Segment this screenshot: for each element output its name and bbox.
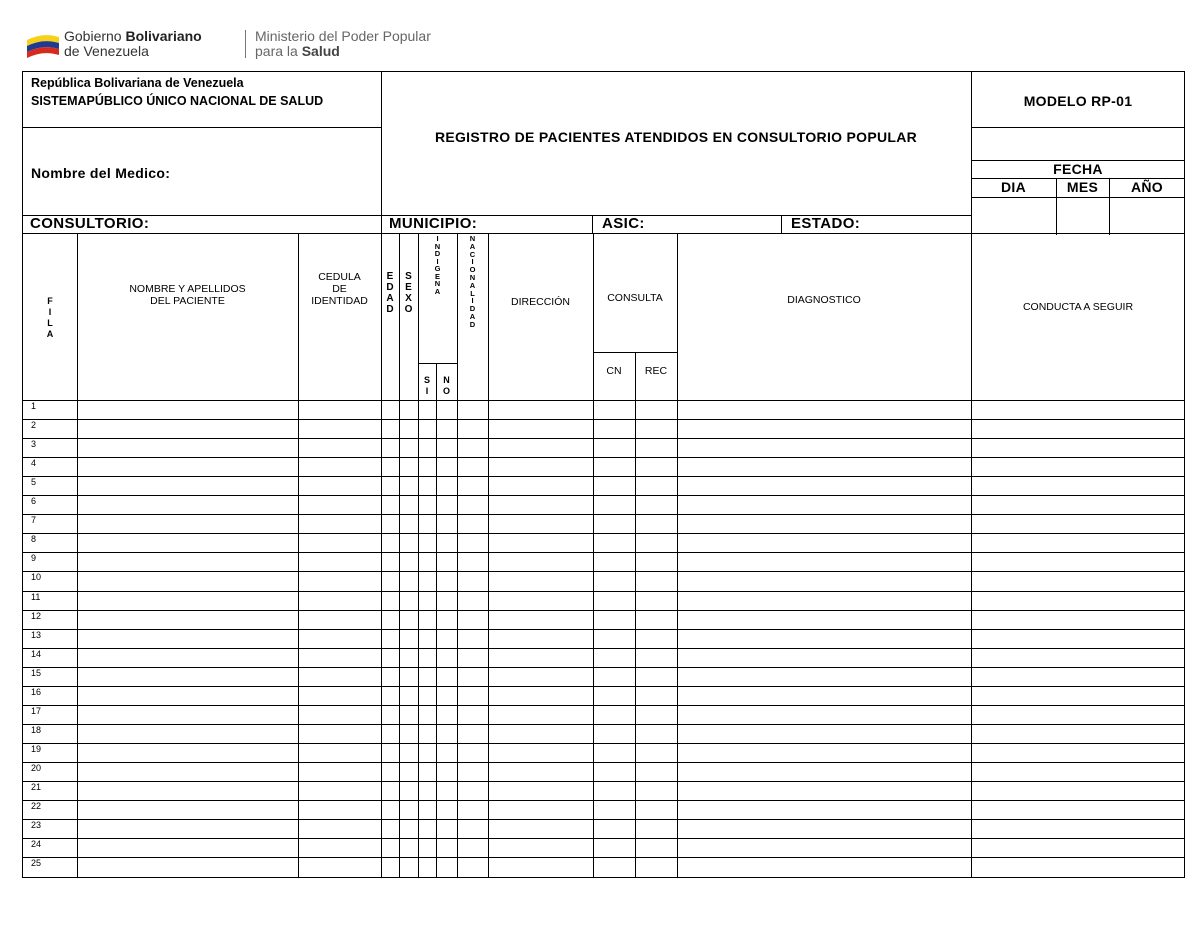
table-row-number: 19 bbox=[31, 743, 42, 754]
ministerio-text: Ministerio del Poder Popular para la Salud bbox=[255, 28, 431, 59]
dia-label: DIA bbox=[1000, 179, 1026, 195]
row-divider bbox=[22, 552, 1185, 553]
row-divider bbox=[22, 838, 1185, 839]
row-divider bbox=[22, 629, 1185, 630]
fecha-label: FECHA bbox=[1053, 161, 1103, 177]
row-divider bbox=[22, 781, 1185, 782]
table-row-number: 7 bbox=[31, 515, 37, 526]
row-divider bbox=[22, 457, 1185, 458]
nacionalidad-header: N A C I O N A L I D A D bbox=[469, 234, 476, 329]
sexo-header: S E X O bbox=[404, 271, 413, 315]
edad-header: E D A D bbox=[386, 271, 394, 315]
table-row-number: 11 bbox=[31, 591, 41, 602]
row-divider bbox=[22, 857, 1185, 858]
estado-label: ESTADO: bbox=[791, 215, 861, 232]
table-row-number: 1 bbox=[31, 401, 37, 411]
row-divider bbox=[22, 724, 1185, 725]
table-row-number: 18 bbox=[31, 724, 42, 735]
row-divider bbox=[22, 571, 1185, 572]
table-row-number: 17 bbox=[31, 705, 42, 716]
fila-header: F I L A bbox=[46, 296, 54, 339]
indigena-si-header: S I bbox=[423, 375, 430, 396]
row-divider bbox=[22, 591, 1185, 592]
table-row-number: 2 bbox=[31, 420, 37, 431]
table-row-number: 4 bbox=[31, 458, 37, 469]
cn-header: CN bbox=[606, 365, 622, 377]
gobierno-text: Gobierno Bolivariano de Venezuela bbox=[64, 28, 202, 59]
table-row-number: 3 bbox=[31, 439, 37, 450]
indigena-header: I N D I G E N A bbox=[434, 234, 441, 296]
patient-register-form bbox=[22, 71, 1185, 878]
table-row-number: 20 bbox=[31, 762, 42, 773]
table-row-number: 9 bbox=[31, 553, 37, 564]
table-row-number: 8 bbox=[31, 534, 37, 545]
table-row-number: 13 bbox=[31, 629, 42, 640]
rec-header: REC bbox=[644, 365, 668, 377]
row-divider bbox=[22, 419, 1185, 420]
row-divider bbox=[22, 762, 1185, 763]
form-title: REGISTRO DE PACIENTES ATENDIDOS EN CONSULTORIO POPULAR bbox=[434, 129, 918, 145]
row-divider bbox=[22, 476, 1185, 477]
table-row-number: 6 bbox=[31, 496, 37, 507]
diagnostico-header: DIAGNOSTICO bbox=[787, 294, 861, 306]
table-row-number: 16 bbox=[31, 686, 42, 697]
row-divider bbox=[22, 705, 1185, 706]
consultorio-label: CONSULTORIO: bbox=[30, 215, 150, 232]
table-row-number: 23 bbox=[31, 820, 42, 831]
government-logo bbox=[25, 28, 445, 62]
row-divider bbox=[22, 819, 1185, 820]
sistema-label: SISTEMAPÚBLICO ÚNICO NACIONAL DE SALUD bbox=[31, 94, 324, 108]
table-row-number: 21 bbox=[31, 782, 42, 792]
table-row-number: 5 bbox=[31, 477, 37, 488]
row-divider bbox=[22, 667, 1185, 668]
logo-divider bbox=[245, 30, 246, 58]
row-divider bbox=[22, 514, 1185, 515]
table-row-number: 24 bbox=[31, 839, 42, 850]
table-row-number: 25 bbox=[31, 858, 42, 869]
row-divider bbox=[22, 495, 1185, 496]
republica-label: República Bolivariana de Venezuela bbox=[31, 76, 244, 90]
venezuela-flag-icon bbox=[25, 32, 61, 58]
table-row-number: 15 bbox=[31, 667, 42, 678]
nombre-header: NOMBRE Y APELLIDOS DEL PACIENTE bbox=[129, 283, 246, 307]
row-divider bbox=[22, 743, 1185, 744]
modelo-label: MODELO RP-01 bbox=[1023, 93, 1133, 109]
row-divider bbox=[22, 400, 1185, 401]
anio-label: AÑO bbox=[1130, 179, 1163, 195]
row-divider bbox=[22, 648, 1185, 649]
table-row-number: 14 bbox=[31, 648, 42, 659]
mes-label: MES bbox=[1066, 179, 1099, 195]
consulta-header: CONSULTA bbox=[607, 292, 663, 304]
row-divider bbox=[22, 610, 1185, 611]
municipio-label: MUNICIPIO: bbox=[389, 215, 478, 232]
row-divider bbox=[22, 686, 1185, 687]
row-divider bbox=[22, 800, 1185, 801]
cedula-header: CEDULA DE IDENTIDAD bbox=[311, 271, 368, 307]
table-row-number: 22 bbox=[31, 801, 42, 812]
row-divider bbox=[22, 533, 1185, 534]
asic-label: ASIC: bbox=[602, 215, 645, 232]
table-row-number: 10 bbox=[31, 572, 42, 583]
indigena-no-header: N O bbox=[442, 375, 450, 396]
table-row-number: 12 bbox=[31, 610, 42, 621]
row-divider bbox=[22, 438, 1185, 439]
direccion-header: DIRECCIÓN bbox=[511, 296, 570, 308]
conducta-header: CONDUCTA A SEGUIR bbox=[1022, 301, 1134, 313]
nombre-medico-label: Nombre del Medico: bbox=[31, 165, 171, 181]
